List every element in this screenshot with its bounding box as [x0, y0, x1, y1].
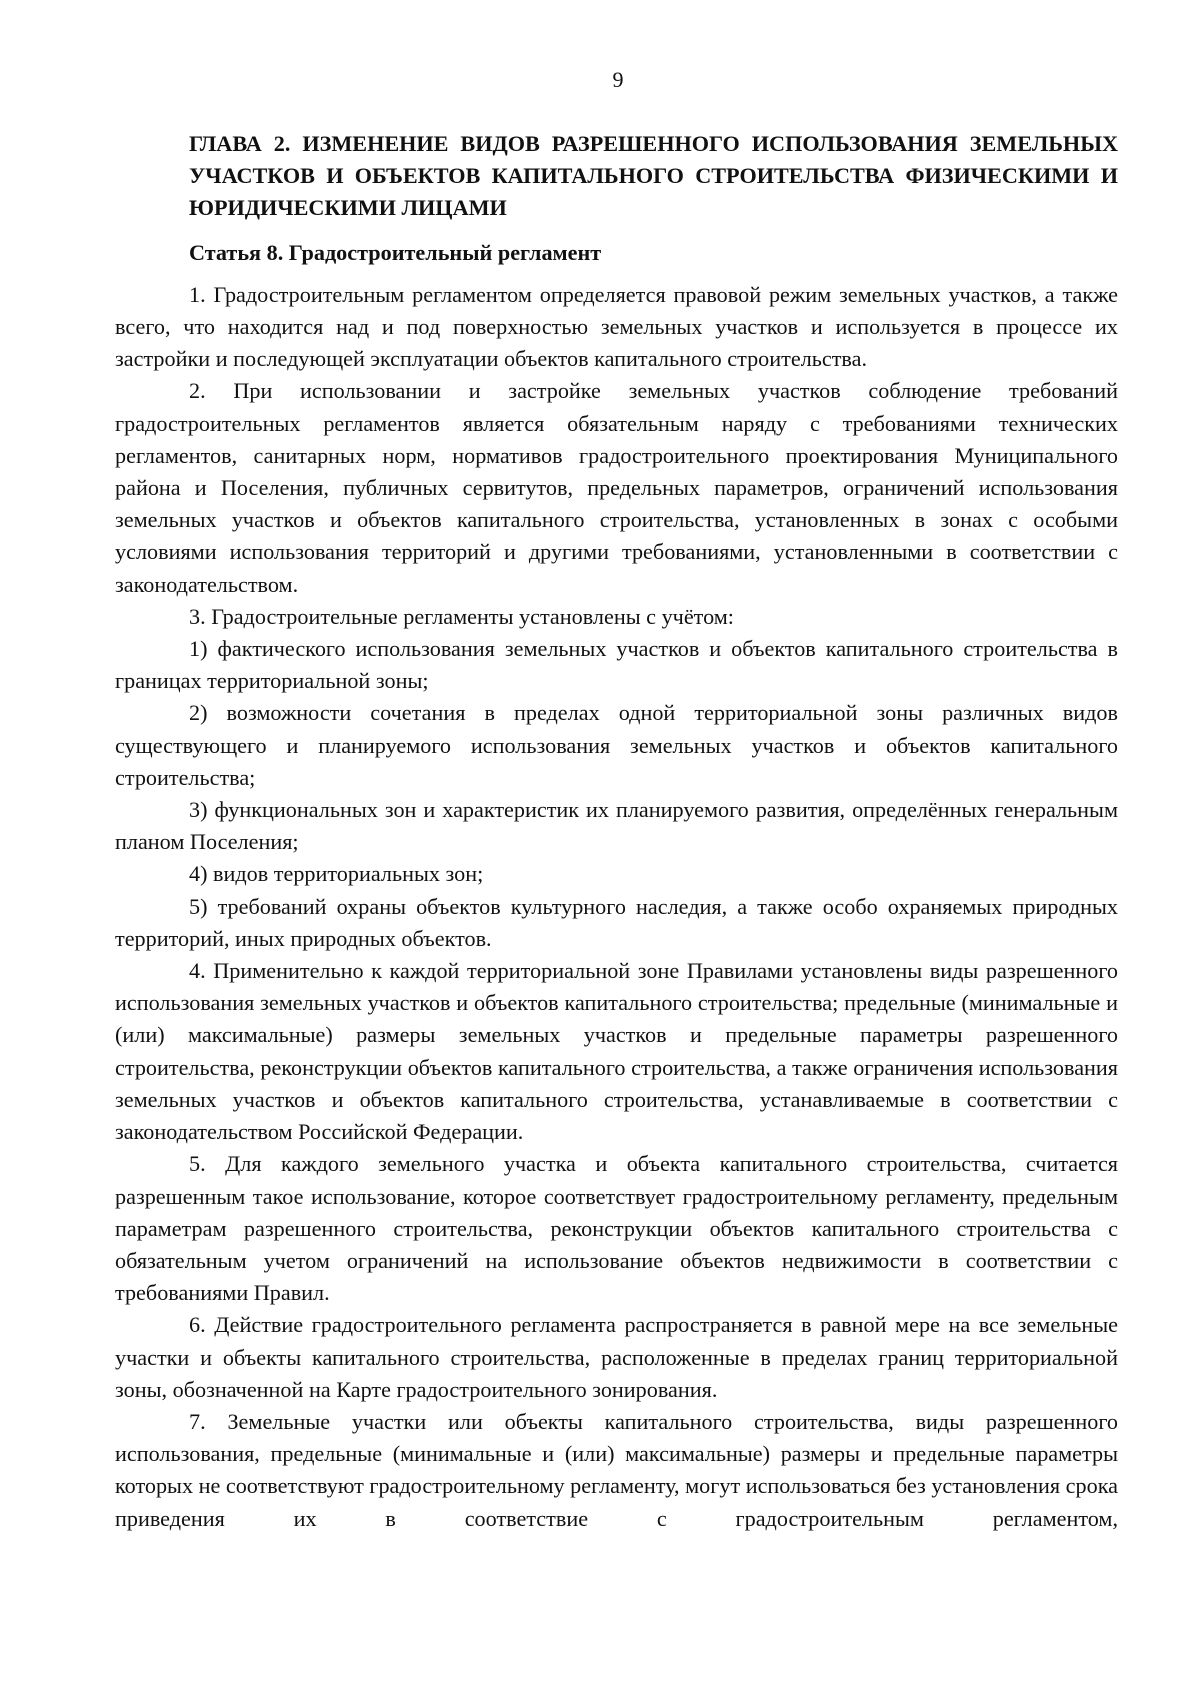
paragraph-3: 3. Градостроительные регламенты установлены с учётом:: [189, 603, 734, 629]
document-body: [115, 128, 1118, 1535]
page-number: 9: [612, 67, 624, 92]
paragraph-5: 5. Для каждого земельного участка и объекта капитального строительства, считается разрешенным такое использование, которое соответствует градостроительному регламенту, предельным параметрам разрешенного строительства, реконструкции объектов капитального строительства с обязательным учетом ограничений на использование объектов недвижимости в соответствии с требованиями Правил.: [115, 1151, 1118, 1306]
list-item-4: 4) видов территориальных зон;: [189, 861, 484, 887]
paragraph-6: 6. Действие градостроительного регламента распространяется в равной мере на все земельные участки и объекты капитального строительства, расположенные в пределах границ территориальной зоны, обозначенной на Карте градостроительного зонирования.: [115, 1312, 1118, 1402]
list-item-2: 2) возможности сочетания в пределах одной территориальной зоны различных видов существующего и планируемого использования земельных участков и объектов капитального строительства;: [115, 700, 1118, 790]
paragraph-2: 2. При использовании и застройке земельных участков соблюдение требований градостроительных регламентов является обязательным наряду с требованиями технических регламентов, санитарных норм, нормативов градостроительного проектирования Муниципального района и Поселения, публичных сервитутов, предельных параметров, ограничений использования земельных участков и объектов капитального строительства, установленных в зонах с особыми условиями использования территорий и другими требованиями, установленными в соответствии с законодательством.: [115, 378, 1118, 597]
paragraph-7: 7. Земельные участки или объекты капитального строительства, виды разрешенного использования, предельные (минимальные и (или) максимальные) размеры и предельные параметры которых не соответствуют градостроительному регламенту, могут использоваться без установления срока приведения их в соответствие с градостроительным регламентом,: [115, 1408, 1118, 1531]
paragraph-4: 4. Применительно к каждой территориальной зоне Правилами установлены виды разрешенного использования земельных участков и объектов капитального строительства; предельные (минимальные и (или) максимальные) размеры земельных участков и предельные параметры разрешенного строительства, реконструкции объектов капитального строительства, а также ограничения использования земельных участков и объектов капитального строительства, устанавливаемые в соответствии с законодательством Российской Федерации.: [115, 958, 1118, 1145]
chapter-title: ГЛАВА 2. ИЗМЕНЕНИЕ ВИДОВ РАЗРЕШЕННОГО ИСПОЛЬЗОВАНИЯ ЗЕМЕЛЬНЫХ УЧАСТКОВ И ОБЪЕКТОВ КАПИТАЛЬНОГО СТРОИТЕЛЬСТВА ФИЗИЧЕСКИМИ И ЮРИДИЧЕСКИМИ ЛИЦАМИ: [189, 131, 1118, 221]
list-item-1: 1) фактического использования земельных участков и объектов капитального строительства в границах территориальной зоны;: [115, 636, 1118, 694]
list-item-3: 3) функциональных зон и характеристик их планируемого развития, определённых генеральным планом Поселения;: [115, 797, 1118, 855]
list-item-5: 5) требований охраны объектов культурного наследия, а также особо охраняемых природных территорий, иных природных объектов.: [115, 893, 1118, 951]
paragraph-1: 1. Градостроительным регламентом определяется правовой режим земельных участков, а также всего, что находится над и под поверхностью земельных участков и используется в процессе их застройки и последующей эксплуатации объектов капитального строительства.: [115, 281, 1118, 372]
article-title: Статья 8. Градостроительный регламент: [189, 239, 602, 265]
